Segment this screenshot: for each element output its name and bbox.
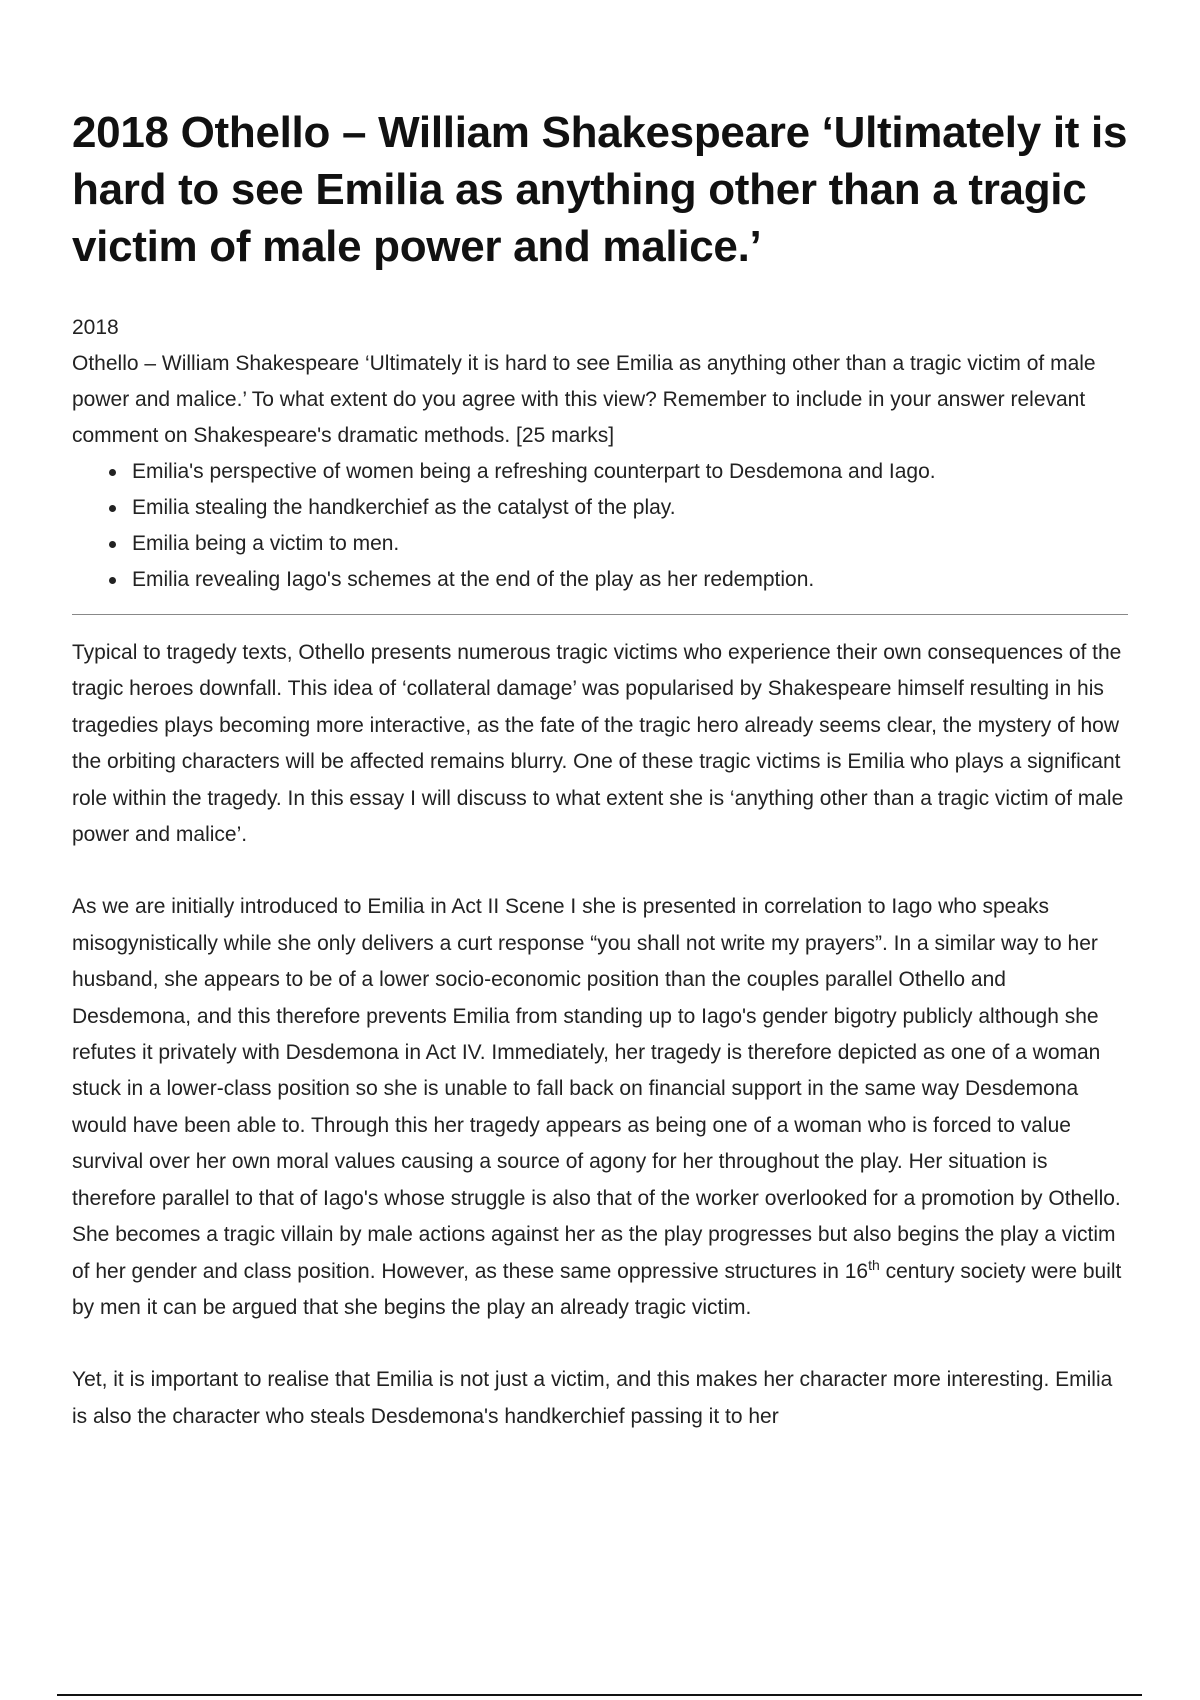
bullet-icon [109,469,116,476]
list-item-text: Emilia being a victim to men. [132,532,400,555]
list-item [132,526,1130,562]
bullet-icon [109,505,116,512]
list-item [132,490,1130,526]
paragraph-text: As we are initially introduced to Emilia in Act II Scene I she is presented in correlation to Iago who speaks misogynistically while she only delivers a curt response “you shall not write my prayers”. In a similar way to her husband, she appears to be of a lower socio-economic position than the couples parallel Othello and Desdemona, and this therefore prevents Emilia from standing up to Iago's gender bigotry publicly although she refutes it privately with Desdemona in Act IV. Immediately, her tragedy is therefore depicted as one of a woman stuck in a lower-class position so she is unable to fall back on financial support in the same way Desdemona would have been able to. Through this her tragedy appears as being one of a woman who is forced to value survival over her own moral values causing a source of agony for her throughout the play. Her situation is therefore parallel to that of Iago's whose struggle is also that of the worker overlooked for a promotion by Othello. She becomes a tragic villain by male actions against her as the play progresses but also begins the play a victim of her gender and class position. However, as these same oppressive structures in 16 [72,895,1121,1283]
bullet-icon [109,577,116,584]
essay-plan-list [72,454,1130,598]
list-item-text: Emilia stealing the handkerchief as the catalyst of the play. [132,496,676,519]
page-bottom-divider [57,1694,1142,1696]
essay-paragraph-intro: Typical to tragedy texts, Othello presents numerous tragic victims who experience their own consequences of the tragic heroes downfall. This idea of ‘collateral damage’ was popularised by Shakespeare himself resulting in his tragedies plays becoming more interactive, as the fate of the tragic hero already seems clear, the mystery of how the orbiting characters will be affected remains blurry. One of these tragic victims is Emilia who plays a significant role within the tragedy. In this essay I will discuss to what extent she is ‘anything other than a tragic victim of male power and malice’. [72,641,1124,847]
document-title: 2018 Othello – William Shakespeare ‘Ultimately it is hard to see Emilia as anything other than a tragic victim of male power and malice.’ [72,108,1128,271]
question-year: 2018 [72,316,119,339]
list-item [132,454,1130,490]
document-page [72,0,1130,1435]
list-item [132,562,1130,598]
question-prompt: Othello – William Shakespeare ‘Ultimately it is hard to see Emilia as anything other than a tragic victim of male power and malice.’ To what extent do you agree with this view? Remember to include in your answer relevant comment on Shakespeare's dramatic methods. [25 marks] [72,352,1096,447]
essay-paragraph-2 [72,889,1130,1326]
list-item-text: Emilia revealing Iago's schemes at the end of the play as her redemption. [132,568,815,591]
section-divider [72,614,1128,615]
list-item-text: Emilia's perspective of women being a refreshing counterpart to Desdemona and Iago. [132,460,936,483]
paragraph-text: century society were built by men it can be argued that she begins the play an already tragic victim. [72,1259,1122,1319]
essay-paragraph-3: Yet, it is important to realise that Emilia is not just a victim, and this makes her character more interesting. Emilia is also the character who steals Desdemona's handkerchief passing it to her [72,1368,1113,1428]
bullet-icon [109,541,116,548]
ordinal-superscript: th [868,1256,880,1273]
